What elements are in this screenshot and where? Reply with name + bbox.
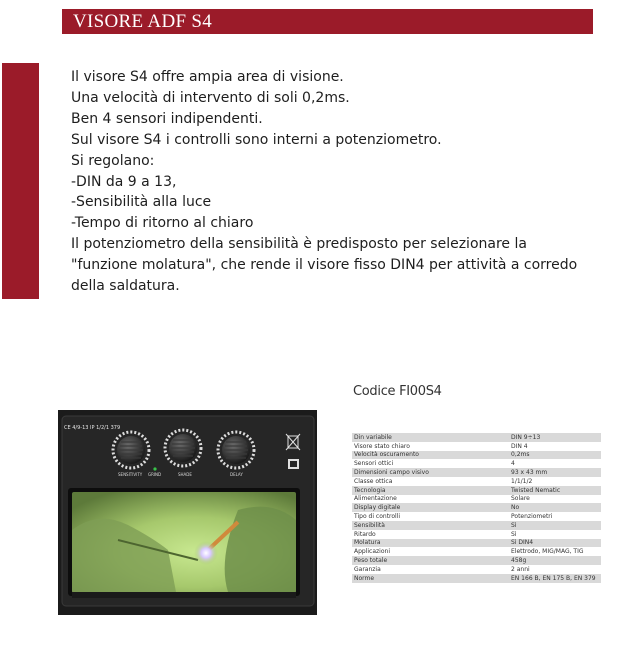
spec-value: 93 x 43 mm <box>511 469 548 477</box>
certification-text: CE 4/9-13 IP 1/2/1 379 <box>64 425 121 431</box>
spec-value: Potenziometri <box>511 513 553 521</box>
side-accent-bar <box>2 63 39 299</box>
table-row <box>352 521 601 530</box>
spec-value: No <box>511 504 520 512</box>
description-line: Ben 4 sensori indipendenti. <box>71 110 263 127</box>
spec-label: Applicazioni <box>354 548 390 556</box>
visor-illustration <box>58 410 317 615</box>
description-line: "funzione molatura", che rende il visore fisso DIN4 per attività a corredo <box>71 257 578 274</box>
description-block <box>71 67 611 297</box>
spec-value: Elettrodo, MIG/MAG, TIG <box>511 548 584 556</box>
spec-value: 2 anni <box>511 565 530 573</box>
spec-label: Norme <box>354 574 375 582</box>
spec-value: DIN 4 <box>511 442 528 450</box>
spec-value: DIN 9÷13 <box>511 433 541 441</box>
page-title: VISORE ADF S4 <box>73 11 213 32</box>
product-code: Codice FI00S4 <box>353 384 442 399</box>
product-photo <box>58 410 317 615</box>
spec-label: Molatura <box>354 539 381 547</box>
table-row <box>352 503 601 512</box>
spec-label: Alimentazione <box>354 495 397 503</box>
spec-label: Din variabile <box>354 433 392 441</box>
table-row <box>352 539 601 548</box>
spec-label: Display digitale <box>354 504 401 512</box>
description-line: Si regolano: <box>71 152 155 169</box>
spec-value: Sì DIN4 <box>511 539 534 547</box>
knob-label: DELAY <box>230 472 243 477</box>
manual-icon <box>288 459 299 469</box>
spec-value: Solare <box>511 495 530 503</box>
description-line: Una velocità di intervento di soli 0,2ms. <box>71 89 350 106</box>
table-row <box>352 451 601 460</box>
table-row <box>352 495 601 504</box>
status-led <box>153 467 156 470</box>
table-row <box>352 565 601 574</box>
description-line: della saldatura. <box>71 278 180 295</box>
title-bar <box>62 9 593 34</box>
spec-value: 1/1/1/2 <box>511 477 533 485</box>
knob-label: SENSITIVITY <box>118 472 143 477</box>
spec-label: Classe ottica <box>354 477 393 485</box>
spec-value: 0,2ms <box>511 451 530 459</box>
grind-label: GRIND <box>148 472 162 477</box>
spec-label: Peso totale <box>354 557 388 565</box>
spec-label: Dimensioni campo visivo <box>354 469 429 477</box>
table-row <box>352 433 601 442</box>
spec-value: Sì <box>511 530 517 538</box>
table-row <box>352 477 601 486</box>
spec-label: Ritardo <box>354 530 376 538</box>
table-row <box>352 547 601 556</box>
table-row <box>352 512 601 521</box>
spec-table <box>352 433 601 583</box>
description-line: Sul visore S4 i controlli sono interni a potenziometro. <box>71 131 442 148</box>
table-row <box>352 442 601 451</box>
description-line: Il visore S4 offre ampia area di visione. <box>71 69 344 85</box>
knob-label: SHADE <box>178 472 192 477</box>
spec-label: Visore stato chiaro <box>354 442 410 450</box>
table-row <box>352 468 601 477</box>
spec-label: Velocità oscuramento <box>354 451 419 459</box>
spec-label: Sensori ottici <box>354 460 394 468</box>
spec-value: Twisted Nematic <box>511 486 561 494</box>
description-line: -Sensibilità alla luce <box>71 194 212 211</box>
spec-label: Tipo di controlli <box>354 513 401 521</box>
spec-label: Sensibilità <box>354 521 385 529</box>
spec-label: Garanzia <box>354 565 381 573</box>
description-line: -Tempo di ritorno al chiaro <box>71 215 254 232</box>
bin-icon <box>286 434 300 450</box>
table-row <box>352 556 601 565</box>
spec-value: 4 <box>511 460 515 468</box>
table-row <box>352 486 601 495</box>
table-row <box>352 530 601 539</box>
welding-arc <box>194 541 218 565</box>
description-line: -DIN da 9 a 13, <box>71 173 177 190</box>
description-line: Il potenziometro della sensibilità è predisposto per selezionare la <box>71 236 527 253</box>
spec-value: EN 166 B, EN 175 B, EN 379 <box>511 574 596 582</box>
spec-label: Tecnologia <box>354 486 386 494</box>
spec-value: Sì <box>511 521 517 529</box>
table-row <box>352 459 601 468</box>
table-row <box>352 574 601 583</box>
spec-value: 458g <box>511 557 527 565</box>
